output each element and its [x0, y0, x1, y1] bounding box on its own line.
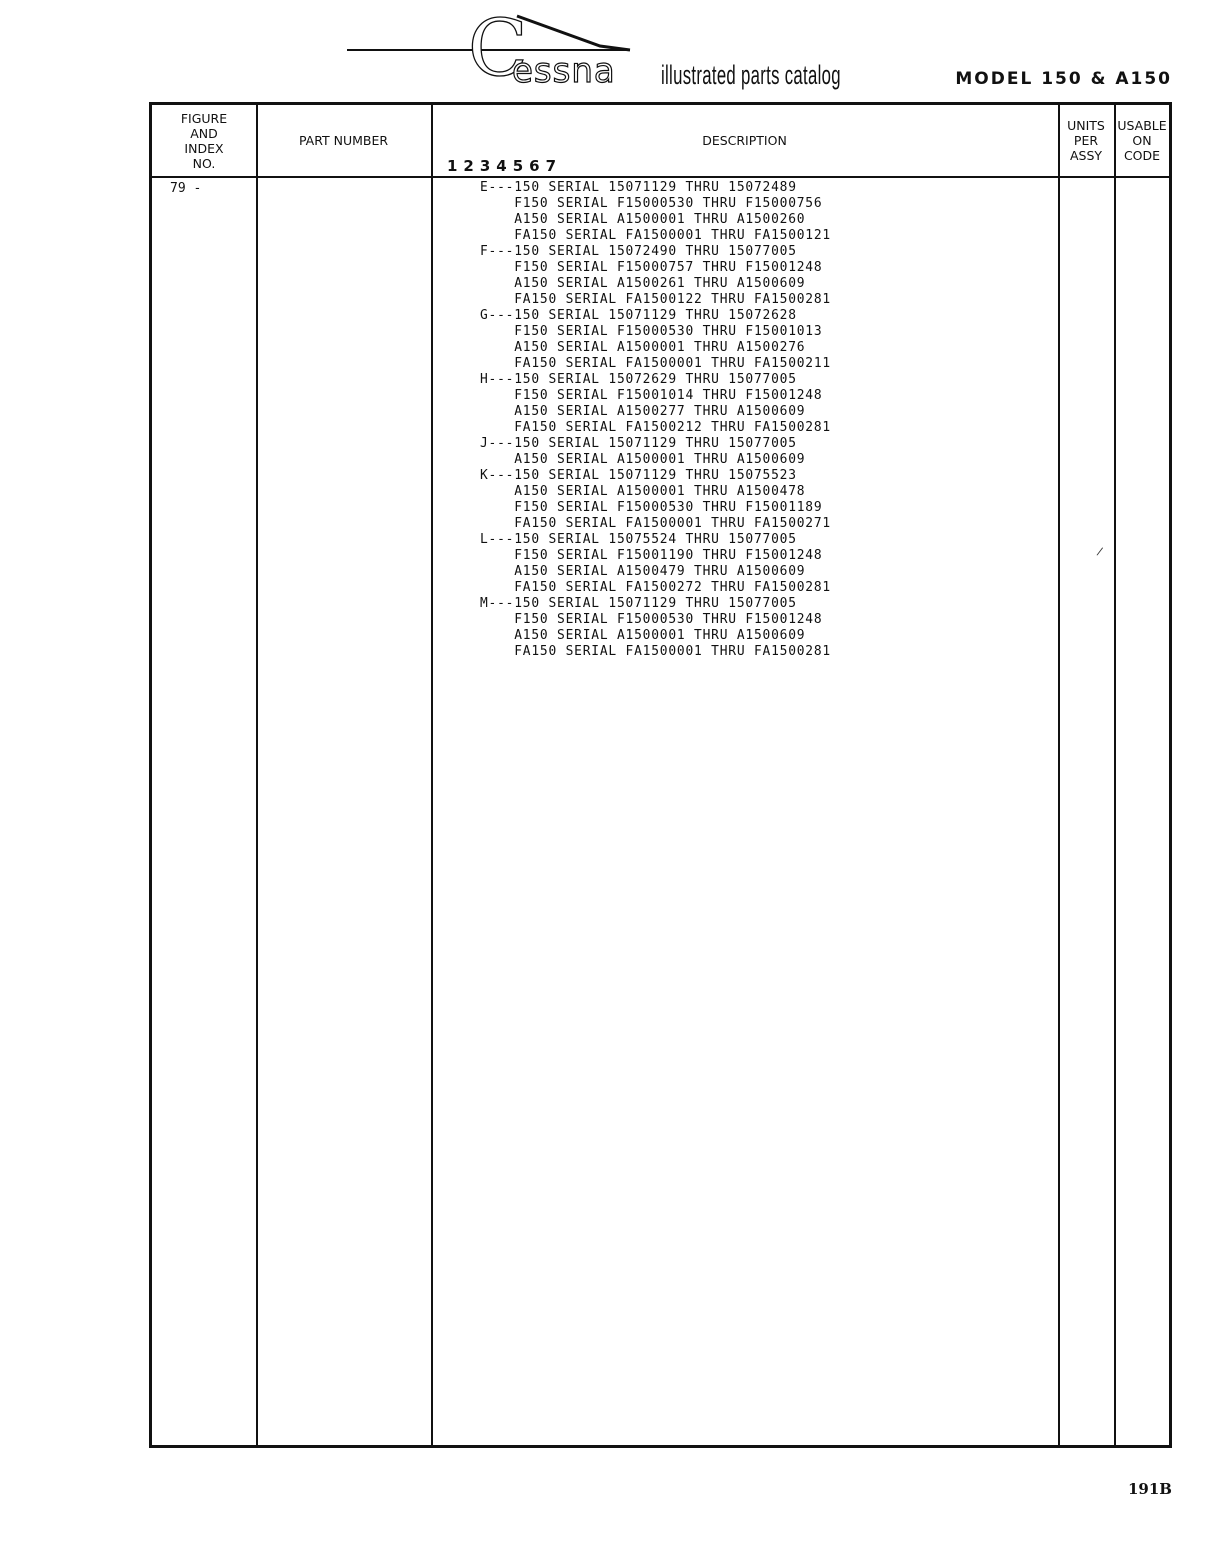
- description-line: FA150 SERIAL FA1500001 THRU FA1500121: [480, 228, 831, 243]
- description-line: FA150 SERIAL FA1500001 THRU FA1500281: [480, 644, 831, 659]
- column-divider: [431, 105, 433, 1445]
- description-line: F150 SERIAL F15001190 THRU F15001248: [480, 548, 823, 563]
- pen-mark: /: [1095, 544, 1104, 559]
- col-header-figure-line: AND: [190, 125, 218, 141]
- col-header-figure-line: FIGURE: [180, 110, 228, 126]
- description-line: FA150 SERIAL FA1500212 THRU FA1500281: [480, 420, 831, 435]
- description-line: F150 SERIAL F15000757 THRU F15001248: [480, 260, 823, 275]
- description-line: A150 SERIAL A1500479 THRU A1500609: [480, 564, 806, 579]
- col-header-units-line: UNITS: [1067, 118, 1105, 133]
- description-line: F---150 SERIAL 15072490 THRU 15077005: [480, 244, 797, 259]
- description-line: FA150 SERIAL FA1500272 THRU FA1500281: [480, 580, 831, 595]
- description-line: F150 SERIAL F15000530 THRU F15001013: [480, 324, 823, 339]
- figure-index-cell: 79 -: [170, 181, 202, 196]
- description-line: J---150 SERIAL 15071129 THRU 15077005: [480, 436, 797, 451]
- description-line: A150 SERIAL A1500001 THRU A1500609: [480, 628, 806, 643]
- col-header-usable-line: ON: [1132, 133, 1152, 148]
- logo-wordmark: essna: [512, 51, 616, 91]
- column-divider: [256, 105, 258, 1445]
- col-header-part-number: [256, 105, 431, 176]
- col-header-figure-line: NO.: [192, 155, 216, 171]
- col-header-figure-line: INDEX: [184, 140, 224, 156]
- col-header-units-line: ASSY: [1069, 148, 1103, 163]
- description-line: A150 SERIAL A1500277 THRU A1500609: [480, 404, 806, 419]
- col-header-usable: [1114, 105, 1170, 176]
- description-line: E---150 SERIAL 15071129 THRU 15072489: [480, 180, 797, 195]
- description-line: FA150 SERIAL FA1500122 THRU FA1500281: [480, 292, 831, 307]
- description-line: F150 SERIAL F15000530 THRU F15000756: [480, 196, 823, 211]
- page-number: 191B: [1128, 1480, 1172, 1498]
- description-line: FA150 SERIAL FA1500001 THRU FA1500271: [480, 516, 831, 531]
- description-line: A150 SERIAL A1500001 THRU A1500260: [480, 212, 806, 227]
- description-line: M---150 SERIAL 15071129 THRU 15077005: [480, 596, 797, 611]
- col-header-description-text: DESCRIPTION: [702, 133, 787, 148]
- cessna-logo: [468, 4, 658, 94]
- catalog-subtitle: illustrated parts catalog: [661, 60, 841, 90]
- indent-level-digits: 1234567: [447, 157, 563, 175]
- parts-table: [149, 102, 1172, 1448]
- col-header-units: [1058, 105, 1114, 176]
- model-title: MODEL 150 & A150: [955, 69, 1172, 89]
- column-divider: [1058, 105, 1060, 1445]
- description-line: A150 SERIAL A1500001 THRU A1500478: [480, 484, 806, 499]
- description-line: G---150 SERIAL 15071129 THRU 15072628: [480, 308, 797, 323]
- column-divider: [1114, 105, 1116, 1445]
- description-line: FA150 SERIAL FA1500001 THRU FA1500211: [480, 356, 831, 371]
- description-line: A150 SERIAL A1500261 THRU A1500609: [480, 276, 806, 291]
- col-header-usable-line: USABLE: [1117, 118, 1167, 133]
- description-line: K---150 SERIAL 15071129 THRU 15075523: [480, 468, 797, 483]
- description-line: A150 SERIAL A1500001 THRU A1500609: [480, 452, 806, 467]
- col-header-figure: [152, 105, 256, 176]
- col-header-usable-line: CODE: [1123, 148, 1161, 163]
- logo-initial: C: [468, 4, 528, 94]
- description-line: F150 SERIAL F15000530 THRU F15001248: [480, 612, 823, 627]
- description-line: F150 SERIAL F15000530 THRU F15001189: [480, 500, 823, 515]
- col-header-units-line: PER: [1073, 133, 1099, 148]
- description-line: L---150 SERIAL 15075524 THRU 15077005: [480, 532, 797, 547]
- col-header-part-number-text: PART NUMBER: [298, 133, 389, 148]
- description-line: A150 SERIAL A1500001 THRU A1500276: [480, 340, 806, 355]
- header-divider: [152, 176, 1169, 178]
- description-cell: [480, 180, 831, 660]
- description-line: F150 SERIAL F15001014 THRU F15001248: [480, 388, 823, 403]
- description-line: H---150 SERIAL 15072629 THRU 15077005: [480, 372, 797, 387]
